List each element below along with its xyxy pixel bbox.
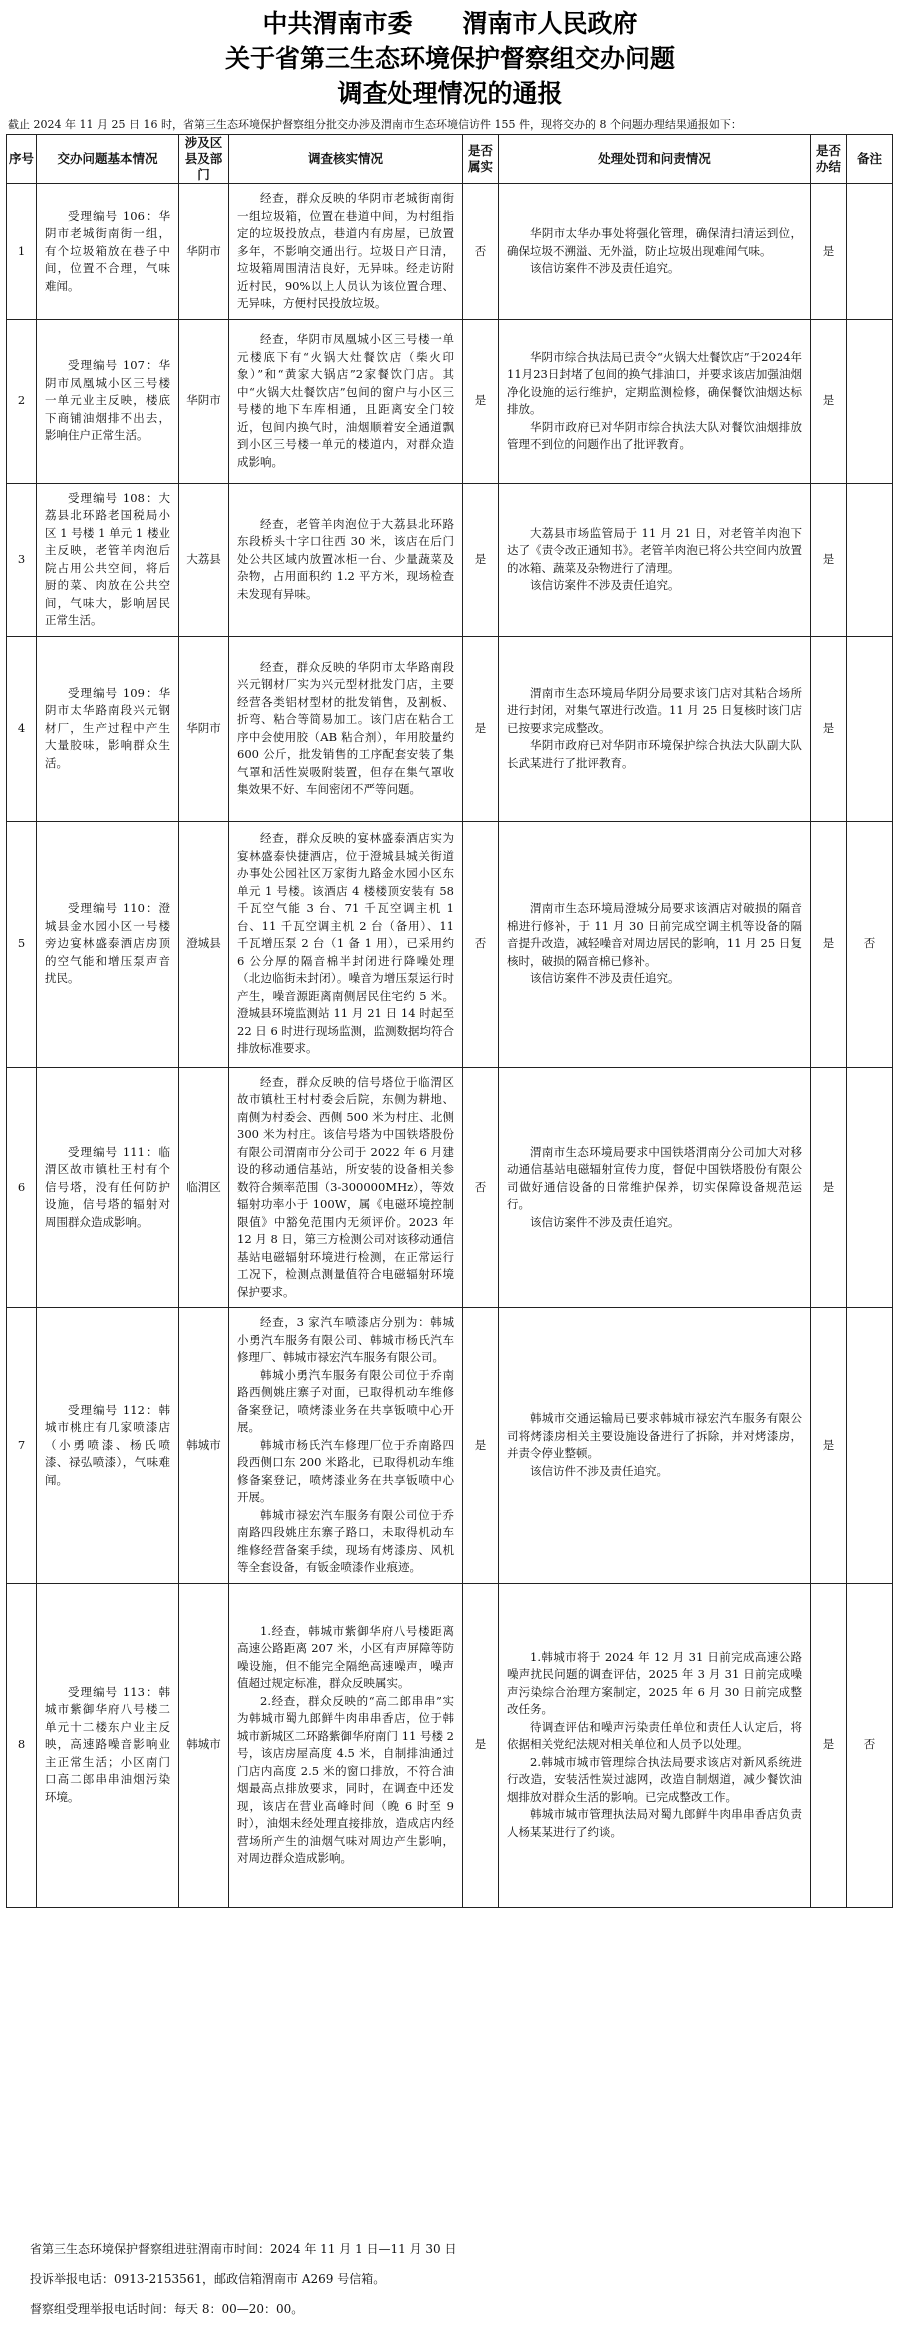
header-is-true: 是否属实	[463, 135, 499, 184]
cell-survey-paragraph: 经查，老管羊肉泡位于大荔县北环路东段桥头十字口往西 30 米，该店在后门处公共区域内放置冰柜一台、少量蔬菜及杂物，占用面积约 1.2 平方米，现场检查未发现有异味。	[237, 516, 454, 601]
cell-no: 6	[7, 1067, 37, 1308]
cell-handling-paragraph: 1.韩城市将于 2024 年 12 月 31 日前完成高速公路噪声扰民问题的调查评估，2025 年 3 月 31 日前完成噪声污染综合治理方案制定，2025 年 6 月 30 日前完成整改任务。	[507, 1649, 802, 1717]
header-handling: 处理处罚和问责情况	[499, 135, 811, 184]
cell-handling	[499, 319, 811, 483]
cell-county: 华阴市	[179, 184, 229, 320]
cell-no: 8	[7, 1583, 37, 1907]
cell-survey-paragraph: 经查，群众反映的华阴市太华路南段兴元钢材厂实为兴元型材批发门店，主要经营各类铝材型材的批发销售，及割板、折弯、粘合等简易加工。该门店在粘合工序中会使用胶（AB 粘合剂），年用胶量约 600 公斤，批发销售的工序配套安装了集气罩和活性炭吸附装置，但存在集气罩收集效果不好、车间密闭不严等问题。	[237, 659, 454, 796]
table-row	[7, 319, 893, 483]
cell-remark	[847, 1308, 893, 1584]
cell-issue	[37, 1308, 179, 1584]
cell-handling-paragraph: 待调查评估和噪声污染责任单位和责任人认定后，将依据相关党纪法规对相关单位和人员予以处理。	[507, 1719, 802, 1752]
table-body	[7, 184, 893, 1908]
cell-handling-paragraph: 大荔县市场监管局于 11 月 21 日，对老管羊肉泡下达了《责令改正通知书》。老管羊肉泡已将公共空间内放置的冰箱、蔬菜及杂物进行了清理。	[507, 525, 802, 575]
cell-issue-text: 受理编号 113：韩城市紫御华府八号楼二单元十二楼东户业主反映，高速路噪音影响业主正常生活；小区南门口高二郎串串油烟污染环境。	[45, 1684, 170, 1804]
cell-county: 大荔县	[179, 483, 229, 636]
cell-handling	[499, 1067, 811, 1308]
table-row	[7, 184, 893, 320]
cell-is-true: 是	[463, 636, 499, 821]
cell-is-done: 是	[811, 483, 847, 636]
cell-handling-paragraph: 华阴市太华办事处将强化管理，确保清扫清运到位，确保垃圾不溯溢、无外溢，防止垃圾出现难闻气味。	[507, 226, 802, 258]
cell-is-done: 是	[811, 1308, 847, 1584]
header-county: 涉及区县及部门	[179, 135, 229, 184]
issues-table	[6, 134, 893, 1908]
footer-line-2: 投诉举报电话：0913-2153561，邮政信箱渭南市 A269 号信箱。	[30, 2272, 386, 2286]
cell-issue	[37, 483, 179, 636]
cell-issue	[37, 1067, 179, 1308]
cell-issue-text: 受理编号 106：华阴市老城街南街一组，有个垃圾箱放在巷子中间，位置不合理，气味难闻。	[45, 208, 170, 293]
cell-survey-paragraph: 经查，3 家汽车喷漆店分别为：韩城小勇汽车服务有限公司、韩城市杨氏汽车修理厂、韩城市禄宏汽车服务有限公司。	[237, 1315, 454, 1364]
cell-issue-text: 受理编号 109：华阴市太华路南段兴元钢材厂，生产过程中产生大量胶味，影响群众生活。	[45, 685, 170, 770]
intro-paragraph: 截止 2024 年 11 月 25 日 16 时，省第三生态环境保护督察组分批交办涉及渭南市生态环境信访件 155 件，现将交办的 8 个问题办理结果通报如下：	[8, 118, 742, 131]
cell-remark	[847, 319, 893, 483]
cell-survey-paragraph: 韩城市禄宏汽车服务有限公司位于乔南路四段姚庄东寨子路口，未取得机动车维修经营备案手续，现场有烤漆房、风机等全套设备，有钣金喷漆作业痕迹。	[237, 1507, 454, 1574]
header-remark: 备注	[847, 135, 893, 184]
cell-issue	[37, 1583, 179, 1907]
cell-issue-text: 受理编号 107：华阴市凤凰城小区三号楼一单元业主反映，楼底下商铺油烟排不出去，影响住户正常生活。	[45, 358, 170, 443]
footer-info	[30, 2234, 890, 2324]
cell-is-true: 是	[463, 1583, 499, 1907]
cell-is-done: 是	[811, 1583, 847, 1907]
cell-is-true: 否	[463, 1067, 499, 1308]
cell-survey	[229, 483, 463, 636]
cell-handling	[499, 1308, 811, 1584]
cell-survey	[229, 1308, 463, 1584]
cell-survey-paragraph: 1.经查，韩城市紫御华府八号楼距离高速公路距离 207 米，小区有声屏障等防噪设施，但不能完全隔绝高速噪声，噪声值超过规定标准，群众反映属实。	[237, 1623, 454, 1690]
cell-survey	[229, 1067, 463, 1308]
cell-issue-text: 受理编号 111：临渭区故市镇杜王村有个信号塔，没有任何防护设施，信号塔的辐射对周围群众造成影响。	[45, 1144, 170, 1229]
table-row	[7, 821, 893, 1067]
header-issue: 交办问题基本情况	[37, 135, 179, 184]
cell-is-true: 否	[463, 184, 499, 320]
cell-issue	[37, 821, 179, 1067]
cell-no: 2	[7, 319, 37, 483]
header-no: 序号	[7, 135, 37, 184]
cell-county: 华阴市	[179, 636, 229, 821]
cell-survey-paragraph: 韩城市杨氏汽车修理厂位于乔南路四段西侧口东 200 米路北，已取得机动车维修备案登记，喷烤漆业务在共享钣喷中心开展。	[237, 1437, 454, 1504]
table-header-row	[7, 135, 893, 184]
cell-survey	[229, 184, 463, 320]
cell-handling-paragraph: 渭南市生态环境局要求中国铁塔渭南分公司加大对移动通信基站电磁辐射宣传力度，督促中国铁塔股份有限公司做好通信设备的日常维护保养，切实保障设备规范运行。	[507, 1144, 802, 1211]
cell-county: 澄城县	[179, 821, 229, 1067]
table-row	[7, 1583, 893, 1907]
cell-handling	[499, 1583, 811, 1907]
cell-survey-paragraph: 经查，群众反映的华阴市老城街南街一组垃圾箱，位置在巷道中间，为村组指定的垃圾投放点，巷道内有房屋，已放置多年，不影响交通出行。垃圾日产日清，垃圾箱周围清洁良好，无异味。经走访附近村民，90%以上人员认为该位置合理、无异味，方便村民投放垃圾。	[237, 191, 454, 310]
cell-is-true: 是	[463, 483, 499, 636]
cell-handling-paragraph: 韩城市城市管理执法局对蜀九郎鲜牛肉串串香店负责人杨某某进行了约谈。	[507, 1807, 802, 1839]
cell-county: 华阴市	[179, 319, 229, 483]
title-line-1: 中共渭南市委 渭南市人民政府	[262, 9, 638, 38]
cell-survey	[229, 636, 463, 821]
cell-is-done: 是	[811, 1067, 847, 1308]
cell-handling-paragraph: 渭南市生态环境局澄城分局要求该酒店对破损的隔音棉进行修补，于 11 月 30 日前完成空调主机等设备的隔音提升改造，减轻噪音对周边居民的影响，11 月 25 日复核时，破损的隔音棉已修补。	[507, 901, 802, 968]
table-row	[7, 483, 893, 636]
cell-handling-paragraph: 华阴市政府已对华阴市综合执法大队对餐饮油烟排放管理不到位的问题作出了批评教育。	[507, 419, 802, 451]
cell-survey-paragraph: 经查，群众反映的宴林盛泰酒店实为宴林盛泰快捷酒店，位于澄城县城关街道办事处公园社区万家街九路金水园小区东单元 1 号楼。该酒店 4 楼楼顶安装有 58 千瓦空气能 3 台、71 千瓦空调主机 1 台、11 千瓦空调主机 2 台（备用）、11 千瓦增压泵 2 台（1 备 1 用），已采用约 6 公分厚的隔音棉半封闭进行降噪处理（北边临街未封闭）。噪音为增压泵运行时产生，噪音源距离南侧居民住宅约 5 米。澄城县环境监测站 11 月 21 日 14 时起至 22 日 6 时进行现场监测，监测数据均符合排放标准要求。	[237, 831, 454, 1056]
cell-no: 4	[7, 636, 37, 821]
cell-issue-text: 受理编号 112：韩城市桃庄有几家喷漆店（小勇喷漆、杨氏喷漆、禄弘喷漆），气味难闻。	[45, 1402, 170, 1487]
cell-survey-paragraph: 经查，群众反映的信号塔位于临渭区故市镇杜王村村委会后院，东侧为耕地、南侧为村委会、西侧 500 米为村庄、北侧 300 米为村庄。该信号塔为中国铁塔股份有限公司渭南市分公司于 2022 年 6 月建设的移动通信基站，所安装的设备相关参数符合频率范围（3-300000MHz），等效辐射功率小于 100W，属《电磁环境控制限值》中豁免范围内无须评价。2023 年 12 月 8 日，第三方检测公司对该移动通信基站电磁辐射环境进行检测，在正常运行工况下，检测点测量值符合电磁辐射环境保护要求。	[237, 1074, 454, 1299]
cell-handling-paragraph: 该信访案件不涉及责任追究。	[530, 1214, 680, 1229]
title-line-2: 关于省第三生态环境保护督察组交办问题	[224, 44, 675, 73]
cell-remark	[847, 1067, 893, 1308]
cell-issue	[37, 319, 179, 483]
cell-issue-text: 受理编号 110：澄城县金水园小区一号楼旁边宴林盛泰酒店房顶的空气能和增压泵声音扰民。	[45, 901, 170, 986]
cell-is-done: 是	[811, 319, 847, 483]
cell-handling-paragraph: 2.韩城市城市管理综合执法局要求该店对新风系统进行改造，安装活性炭过滤网，改造自制烟道，减少餐饮油烟排放对群众生活的影响。已完成整改工作。	[507, 1754, 802, 1804]
cell-handling	[499, 636, 811, 821]
title-line-3: 调查处理情况的通报	[337, 79, 563, 108]
cell-handling-paragraph: 该信访案件不涉及责任追究。	[530, 971, 680, 986]
cell-handling-paragraph: 渭南市生态环境局华阴分局要求该门店对其粘合场所进行封闭，对集气罩进行改造。11 月 25 日复核时该门店已按要求完成整改。	[507, 685, 802, 735]
cell-remark: 否	[847, 821, 893, 1067]
footer-line-1: 省第三生态环境保护督察组进驻渭南市时间：2024 年 11 月 1 日—11 月 30 日	[30, 2242, 457, 2256]
cell-no: 5	[7, 821, 37, 1067]
footer-line-3: 督察组受理举报电话时间：每天 8：00—20：00。	[30, 2302, 304, 2316]
cell-survey	[229, 319, 463, 483]
cell-no: 1	[7, 184, 37, 320]
header-survey: 调查核实情况	[229, 135, 463, 184]
cell-is-true: 否	[463, 821, 499, 1067]
cell-survey	[229, 1583, 463, 1907]
cell-handling	[499, 184, 811, 320]
cell-handling-paragraph: 华阴市综合执法局已责令“火锅大灶餐饮店”于2024年11月23日封堵了包间的换气排油口，并要求该店加强油烟净化设施的运行维护，定期监测检修，确保餐饮油烟达标排放。	[507, 349, 802, 416]
cell-is-done: 是	[811, 184, 847, 320]
cell-remark	[847, 636, 893, 821]
cell-remark	[847, 184, 893, 320]
document-title	[0, 6, 900, 111]
cell-handling-paragraph: 该信访案件不涉及责任追究。	[530, 261, 680, 275]
header-is-done: 是否办结	[811, 135, 847, 184]
cell-no: 3	[7, 483, 37, 636]
cell-remark	[847, 483, 893, 636]
cell-survey	[229, 821, 463, 1067]
cell-is-true: 是	[463, 1308, 499, 1584]
cell-survey-paragraph: 2.经查，群众反映的“高二郎串串”实为韩城市蜀九郎鲜牛肉串串香店，位于韩城市新城区二环路紫御华府南门 11 号楼 2 号，该店房屋高度 4.5 米，自制排油通过门店内高度 2.5 米的窗口排放，不符合油烟最高点排放要求，同时，在调查中还发现，该店在营业高峰时间（晚 6 时至 9 时），油烟未经处理直接排放，造成店内经营场所产生的油烟气味对周边产生影响，对周边群众造成影响。	[237, 1693, 454, 1865]
table-row	[7, 636, 893, 821]
cell-issue	[37, 184, 179, 320]
cell-is-true: 是	[463, 319, 499, 483]
cell-handling	[499, 821, 811, 1067]
cell-county: 韩城市	[179, 1583, 229, 1907]
cell-is-done: 是	[811, 636, 847, 821]
cell-handling-paragraph: 该信访件不涉及责任追究。	[530, 1463, 668, 1478]
cell-remark: 否	[847, 1583, 893, 1907]
cell-handling-paragraph: 华阴市政府已对华阴市环境保护综合执法大队副大队长武某进行了批评教育。	[507, 738, 802, 770]
cell-handling	[499, 483, 811, 636]
table-row	[7, 1067, 893, 1308]
cell-county: 临渭区	[179, 1067, 229, 1308]
cell-county: 韩城市	[179, 1308, 229, 1584]
cell-is-done: 是	[811, 821, 847, 1067]
cell-survey-paragraph: 韩城小勇汽车服务有限公司位于乔南路西侧姚庄寨子对面，已取得机动车维修备案登记，喷烤漆业务在共享钣喷中心开展。	[237, 1367, 454, 1434]
table-row	[7, 1308, 893, 1584]
cell-no: 7	[7, 1308, 37, 1584]
cell-survey-paragraph: 经查，华阴市凤凰城小区三号楼一单元楼底下有“火锅大灶餐饮店（柴火印象）”和“黄家大锅店”2家餐饮门店。其中“火锅大灶餐饮店”包间的窗户与小区三号楼的地下车库相通，且距离安全门较近，包间内换气时，油烟顺着安全通道飘到小区三号楼一单元的楼道内，对群众造成影响。	[237, 332, 454, 469]
cell-handling-paragraph: 该信访案件不涉及责任追究。	[530, 578, 680, 592]
cell-issue	[37, 636, 179, 821]
cell-handling-paragraph: 韩城市交通运输局已要求韩城市禄宏汽车服务有限公司将烤漆房相关主要设施设备进行了拆除，并对烤漆房，并责令停业整顿。	[507, 1411, 802, 1461]
cell-issue-text: 受理编号 108：大荔县北环路老国税局小区 1 号楼 1 单元 1 楼业主反映，老管羊肉泡后院占用公共空间，将后厨的菜、肉放在公共空间，气味大，影响居民正常生活。	[45, 490, 170, 627]
